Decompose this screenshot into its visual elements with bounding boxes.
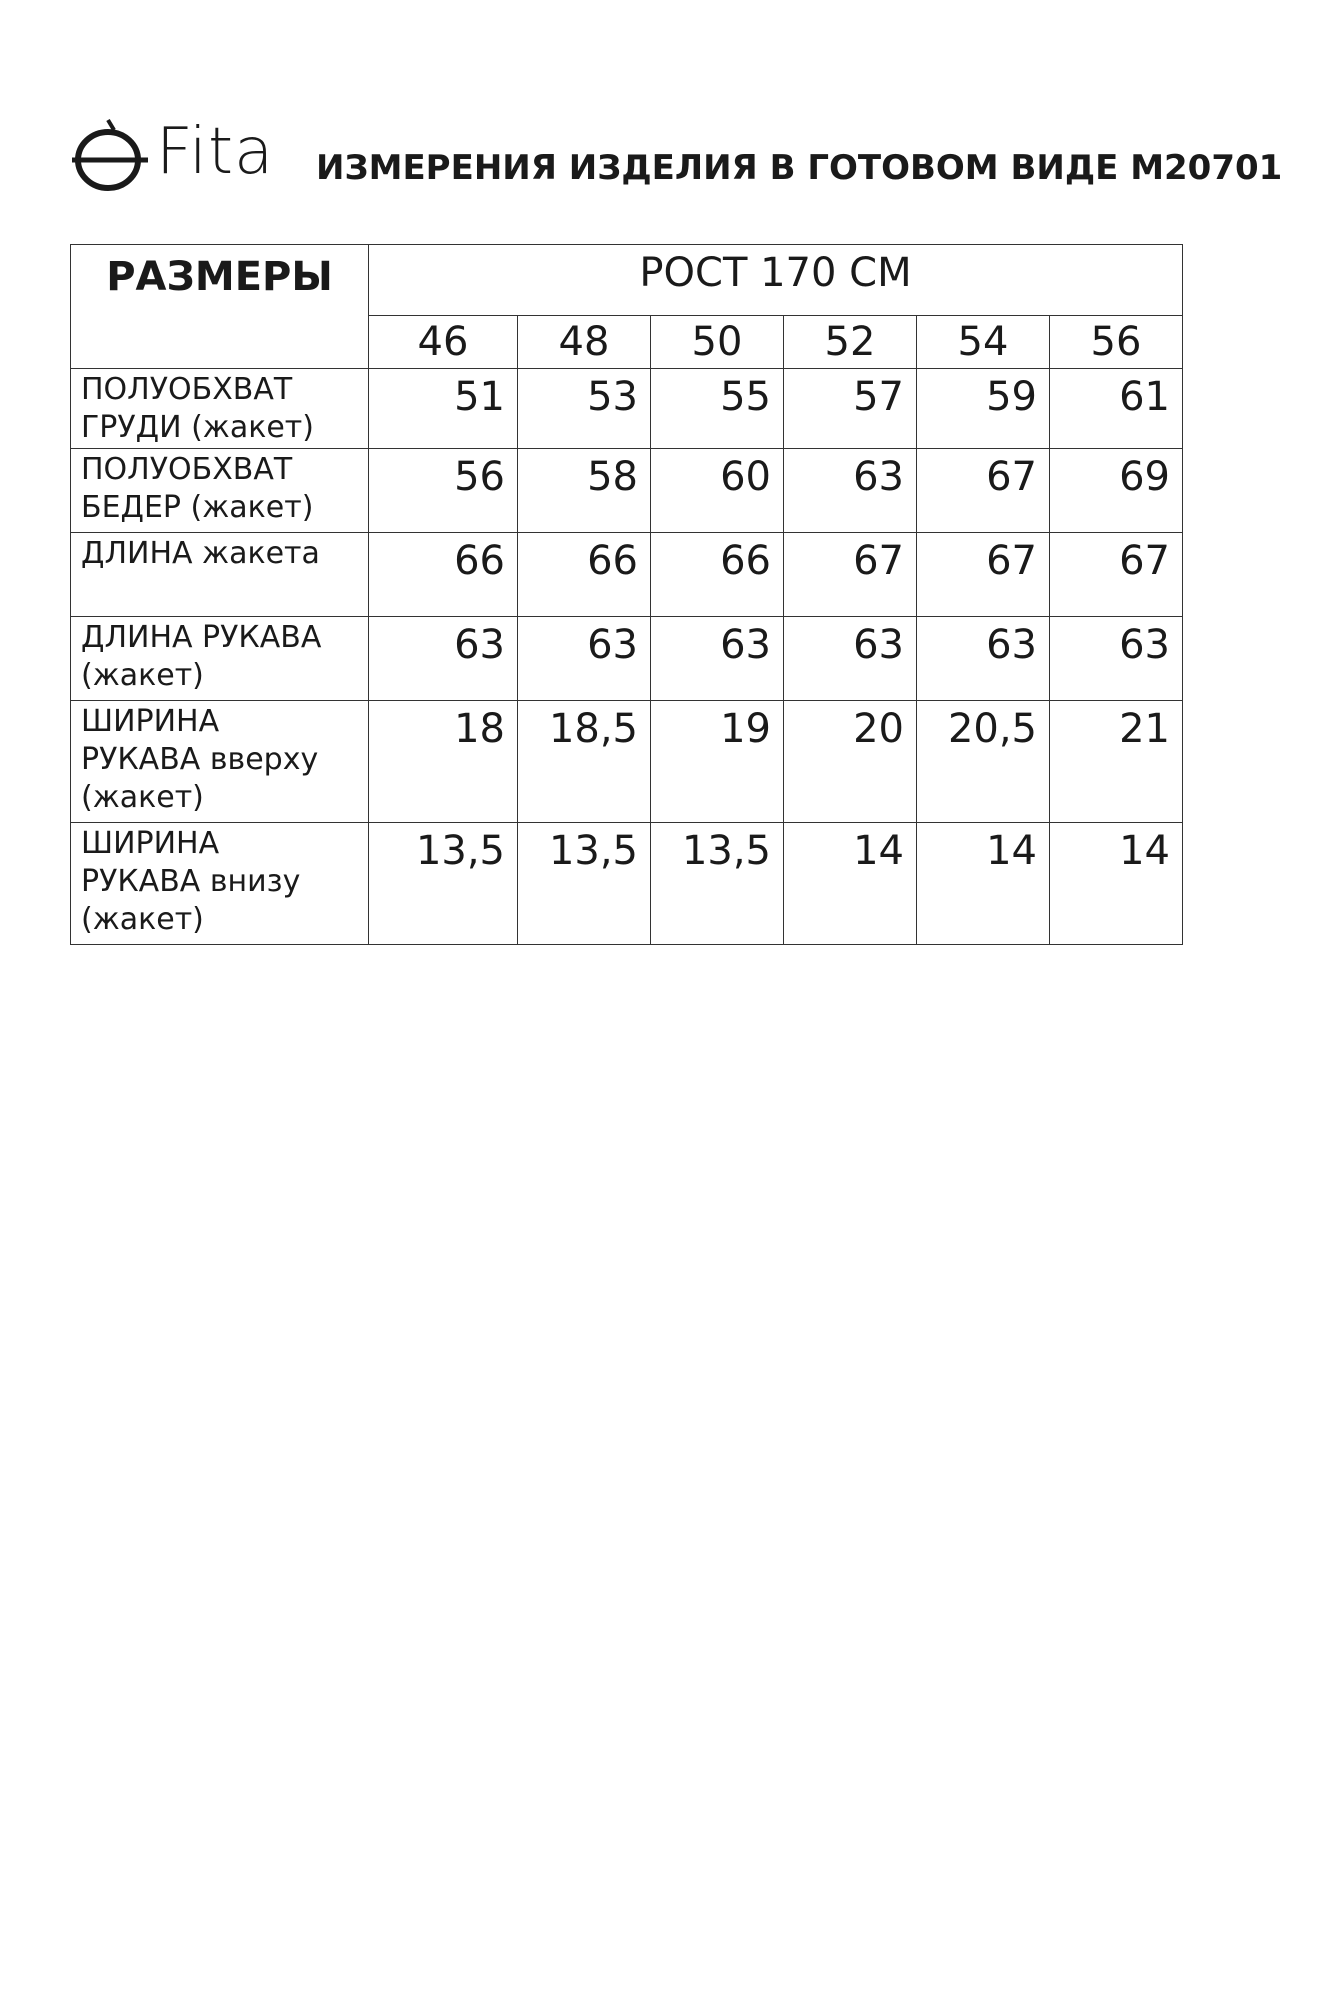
table-header-row bbox=[71, 245, 1183, 316]
measurement-label-line: БЕДЕР (жакет) bbox=[81, 490, 314, 525]
measurement-value: 13,5 bbox=[369, 823, 518, 945]
measurement-value: 14 bbox=[917, 823, 1050, 945]
measurement-label-line: ШИРИНА bbox=[81, 704, 220, 739]
brand-name: Fita bbox=[156, 115, 275, 189]
measurement-value: 14 bbox=[784, 823, 917, 945]
height-label: РОСТ 170 СМ bbox=[369, 245, 1183, 316]
measurement-value: 13,5 bbox=[518, 823, 651, 945]
measurement-value: 18,5 bbox=[518, 701, 651, 823]
measurement-value: 63 bbox=[784, 617, 917, 701]
measurement-value: 18 bbox=[369, 701, 518, 823]
measurement-value: 66 bbox=[651, 533, 784, 617]
measurement-value: 63 bbox=[784, 449, 917, 533]
size-header-52: 52 bbox=[784, 316, 917, 369]
brand-logo bbox=[68, 116, 300, 196]
page-title: ИЗМЕРЕНИЯ ИЗДЕЛИЯ В ГОТОВОМ ВИДЕ М20701 bbox=[316, 148, 1283, 188]
measurement-value: 67 bbox=[784, 533, 917, 617]
measurement-label-line: ПОЛУОБХВАТ bbox=[81, 372, 293, 407]
measurement-value: 69 bbox=[1050, 449, 1183, 533]
size-header-56: 56 bbox=[1050, 316, 1183, 369]
measurement-label-line: РУКАВА вверху bbox=[81, 742, 319, 777]
measurement-value: 63 bbox=[651, 617, 784, 701]
measurement-label-line: (жакет) bbox=[81, 658, 204, 693]
measurement-value: 55 bbox=[651, 369, 784, 449]
measurement-value: 51 bbox=[369, 369, 518, 449]
measurement-value: 63 bbox=[369, 617, 518, 701]
measurement-value: 67 bbox=[1050, 533, 1183, 617]
measurement-label bbox=[71, 617, 369, 701]
measurement-label-line: ГРУДИ (жакет) bbox=[81, 410, 314, 445]
measurement-value: 59 bbox=[917, 369, 1050, 449]
measurement-value: 63 bbox=[917, 617, 1050, 701]
measurement-value: 61 bbox=[1050, 369, 1183, 449]
measurement-label bbox=[71, 369, 369, 449]
measurement-label bbox=[71, 701, 369, 823]
measurement-value: 57 bbox=[784, 369, 917, 449]
sizes-corner-label: РАЗМЕРЫ bbox=[71, 245, 369, 369]
measurement-value: 20 bbox=[784, 701, 917, 823]
table-row bbox=[71, 533, 1183, 617]
measurement-label-line: РУКАВА внизу bbox=[81, 864, 301, 899]
table-row bbox=[71, 701, 1183, 823]
table-row bbox=[71, 369, 1183, 449]
measurement-value: 66 bbox=[518, 533, 651, 617]
measurement-value: 56 bbox=[369, 449, 518, 533]
measurement-value: 60 bbox=[651, 449, 784, 533]
measurement-value: 66 bbox=[369, 533, 518, 617]
table-row bbox=[71, 449, 1183, 533]
measurement-value: 58 bbox=[518, 449, 651, 533]
fita-logo-icon bbox=[68, 116, 152, 196]
measurement-label-line: ШИРИНА bbox=[81, 826, 220, 861]
measurement-value: 53 bbox=[518, 369, 651, 449]
measurement-value: 63 bbox=[518, 617, 651, 701]
measurement-label-line: (жакет) bbox=[81, 902, 204, 937]
size-header-48: 48 bbox=[518, 316, 651, 369]
page-header bbox=[68, 112, 1283, 202]
measurement-label-line: (жакет) bbox=[81, 780, 204, 815]
measurement-value: 67 bbox=[917, 449, 1050, 533]
measurement-value: 14 bbox=[1050, 823, 1183, 945]
size-header-54: 54 bbox=[917, 316, 1050, 369]
measurement-value: 63 bbox=[1050, 617, 1183, 701]
measurement-label-line: ДЛИНА РУКАВА bbox=[81, 620, 322, 655]
measurement-value: 21 bbox=[1050, 701, 1183, 823]
measurement-value: 67 bbox=[917, 533, 1050, 617]
measurement-value: 13,5 bbox=[651, 823, 784, 945]
table-row bbox=[71, 823, 1183, 945]
measurement-label bbox=[71, 533, 369, 617]
measurement-label-line: ПОЛУОБХВАТ bbox=[81, 452, 293, 487]
measurement-label bbox=[71, 823, 369, 945]
size-measurements-table bbox=[70, 244, 1183, 945]
measurement-value: 19 bbox=[651, 701, 784, 823]
size-header-46: 46 bbox=[369, 316, 518, 369]
size-header-50: 50 bbox=[651, 316, 784, 369]
measurement-label bbox=[71, 449, 369, 533]
measurement-value: 20,5 bbox=[917, 701, 1050, 823]
table-row bbox=[71, 617, 1183, 701]
measurement-label-line: ДЛИНА жакета bbox=[81, 536, 320, 571]
